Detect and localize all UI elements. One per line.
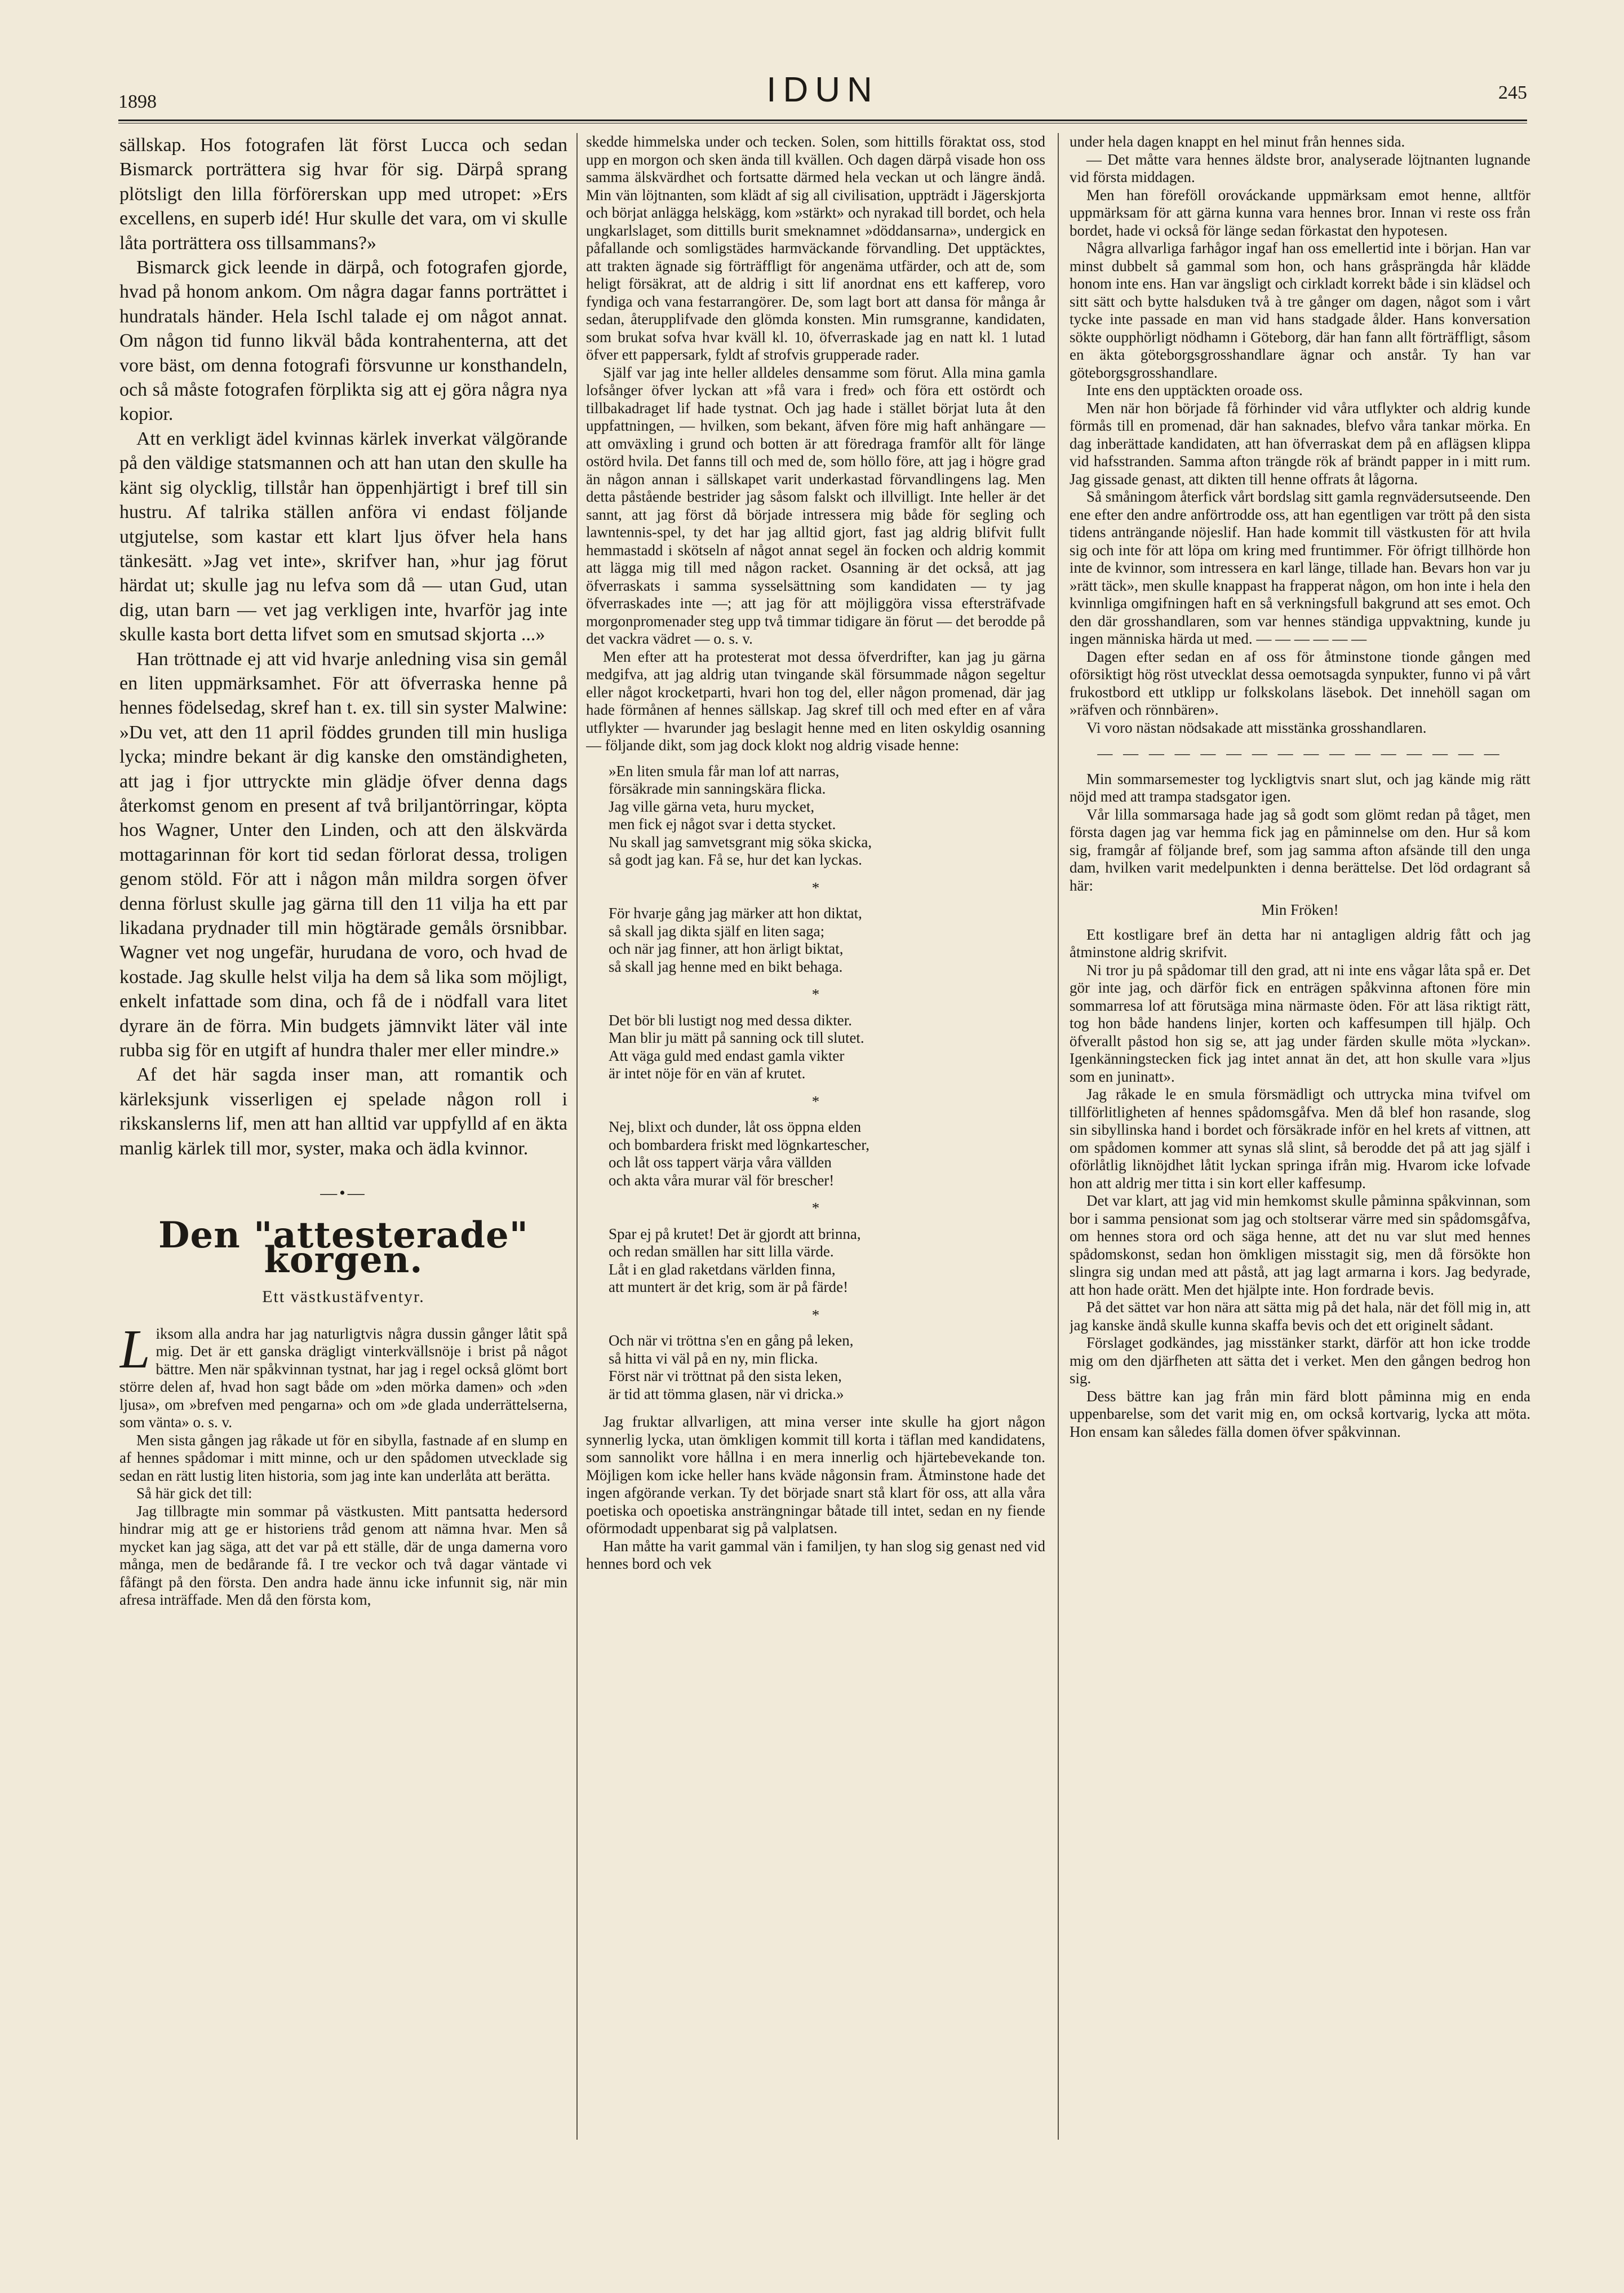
col2-paragraph: Han måtte ha varit gammal vän i familjen, ty han slog sig genast ned vid hennes bord och vek bbox=[586, 1537, 1045, 1572]
poem-line: så skall jag henne med en bikt behaga. bbox=[609, 958, 843, 975]
poem-line: och bombardera friskt med lögnkartescher, bbox=[609, 1136, 869, 1153]
column-2 bbox=[586, 133, 1045, 2151]
poem-line: »En liten smula får man lof att narras, bbox=[609, 762, 840, 780]
col3-paragraph: Ett kostligare bref än detta har ni antagligen aldrig fått och jag åtminstone aldrig skrifvit. bbox=[1070, 926, 1530, 960]
poem-line: så skall jag dikta själf en liten saga; bbox=[609, 922, 825, 940]
poem-stanza bbox=[609, 1012, 1045, 1083]
col3-paragraph: Men när hon började få förhinder vid våra utflykter och aldrig kunde förmås till en promenad, där han saknades, blefvo våra tankar mörka. En dag inberättade kandidaten, att han öfverraskat dem på en aflägsen klippa vid hafsstranden. Samma afton trängde rök af brändt papper in i mitt rum. Jag gissade genast, att dikten till henne offrats åt lågorna. bbox=[1070, 399, 1530, 488]
poem-line: är tid att tömma glasen, när vi dricka.» bbox=[609, 1385, 844, 1402]
page-number: 245 bbox=[1498, 82, 1527, 103]
col1-paragraph: Af det här sagda inser man, att romantik och kärleksjunk visserligen ej spelade någon roll i rikskanslerns lif, men att han alltid var uppfylld af en äkta manlig kärlek till mor, syster, maka och ädla kvinnor. bbox=[119, 1064, 567, 1159]
article-subtitle: Ett västkustäfventyr. bbox=[262, 1287, 425, 1307]
col3-paragraph: Min sommarsemester tog lyckligtvis snart slut, och jag kände mig rätt nöjd med att trampa stadsgator igen. bbox=[1070, 770, 1530, 805]
poem-line: Man blir ju mätt på sanning ock till slutet. bbox=[609, 1029, 864, 1046]
article-paragraph: Men sista gången jag råkade ut för en sibylla, fastnade af en slump en af hennes spådomar i mitt minne, och ur den spådomen utvecklade sig sedan en rätt lustig liten historia, som jag inte kan underlåta att berätta. bbox=[119, 1431, 567, 1484]
column-divider-1 bbox=[576, 133, 578, 2140]
poem-stanza bbox=[609, 763, 1045, 869]
col3-paragraph: Vi voro nästan nödsakade att misstänka grosshandlaren. bbox=[1086, 719, 1427, 736]
col3-paragraph: under hela dagen knappt en hel minut från hennes sida. bbox=[1070, 133, 1405, 150]
col2-paragraph: skedde himmelska under och tecken. Solen, som hittills föraktat oss, stod upp en morgon och sken ända till kvällen. Och dagen därpå visade hon oss samma älskvärdhet och fortsatte därmed hela veckan ut och längre ändå. Min vän löjtnanten, som klädt af sig all civilisation, uppträdt i Jägerskjorta och börjat anlägga helskägg, kom »stärkt» och nyrakad till bordet, och hela ungkarlslaget, som dittills burit smeknamnet »döddansarna», undergick en påfallande och somligstädes harmväckande förvandling. Det upptäcktes, att trakten ägnade sig förträffligt för angenäma utfärder, och att de, som heligt försäkrat, att de aldrig i sitt lif anordnat ens ett kafferep, voro fyndiga och vana festarrangörer. De, som lagt bort att dansa för många år sedan, återupplifvade den glömda konsten. Min rumsgranne, kandidaten, som brukat sofva hvar kväll kl. 10, öfverraskade jag en natt kl. 1 lutad öfver ett pappersark, fyldt af strofvis grupperade rader. bbox=[586, 133, 1045, 363]
page-header bbox=[118, 67, 1527, 117]
column-divider-2 bbox=[1058, 133, 1059, 2140]
col1-paragraph: Att en verkligt ädel kvinnas kärlek inverkat välgörande på den väldige statsmannen och att han utan den skulle ha känt sig olycklig, tillstår han öppenhjärtigt i bref till sin hustru. Af talrika ställen anföra vi endast följande utgjutelse, som kastar ett klart ljus öfver hela hans tänkesätt. »Jag vet inte», skrifver han, »hur jag förut härdat ut; skulle jag nu lefva som då — utan Gud, utan dig, utan barn — vet jag verkligen inte, hvarför jag inte skulle kasta bort detta lifvet som en smutsad skjorta ...» bbox=[119, 428, 567, 645]
col3-paragraph: Förslaget godkändes, jag misstänker starkt, därför att hon icke trodde mig om den djärfheten att sätta det i verket. Men den gången bedrog hon sig. bbox=[1070, 1334, 1530, 1387]
poem-line: Nej, blixt och dunder, låt oss öppna elden bbox=[609, 1118, 862, 1135]
poem-line: Spar ej på krutet! Det är gjordt att brinna, bbox=[609, 1225, 861, 1242]
stanza-separator: * bbox=[811, 1199, 820, 1216]
poem-line: Låt i en glad raketdans världen finna, bbox=[609, 1260, 836, 1278]
poem-line: och när jag finner, att hon ärligt biktat, bbox=[609, 940, 844, 957]
col1-paragraph: Han tröttnade ej att vid hvarje anledning visa sin gemål en liten uppmärksamhet. För att öfverraska henne på hennes födelsedag, skref han t. ex. till sin syster Malwine: »Du vet, att den 11 april föddes grunden till min husliga lycka; mindre bekant är dig kanske den omständigheten, att jag i fjor uttryckte min glädje öfver denna dags återkomst genom en present af två briljantörringar, köpta hos Wagner, Unter den Linden, och att den älskvärda mottagarinnan för kort tid sedan förlorat dessa, troligen genom stöld. För att i någon mån mildra sorgen öfver denna förlust skulle jag gärna till den 11 vilja ha ett par likadana prydnader till min högtärade gemåls örsnibbar. Wagner vet nog ungefär, hurudana de voro, och hvad de kostade. Jag skulle helst vilja ha dem så lika som möjligt, enkelt infattade som dina, och få de i nödfall vara litet dyrare än de förra. Min budgets jämnvikt läter väl inte rubba sig för en utgift af hundra thaler mer eller mindre.» bbox=[119, 648, 567, 1061]
col3-paragraph: — Det måtte vara hennes äldste bror, analyserade löjtnanten lugnande vid första middagen. bbox=[1070, 150, 1530, 185]
stanza-separator: * bbox=[811, 879, 820, 896]
poem-line: men fick ej något svar i detta stycket. bbox=[609, 816, 836, 833]
col2-paragraph: Jag fruktar allvarligen, att mina verser inte skulle ha gjort någon synnerlig lycka, utan ömkligen kommit till korta i täflan med kandidatens, som sannolikt vore hållna i en mera innerlig och hjärtebevekande ton. Möjligen kom icke heller hans kväde någonsin fram. Åtminstone hade det ingen afgörande verkan. Ty det började snart stå klart för oss, att alla våra poetiska och opoetiska ansträngningar båtade till intet, sedan en ny fiende oförmodadt uppenbarat sig på valplatsen. bbox=[586, 1413, 1045, 1537]
col2-paragraph: Själf var jag inte heller alldeles densamme som förut. Alla mina gamla lofsånger öfver lyckan att »få vara i fred» och föra ett ostördt och tillbakadraget lif hade tystnat. Och jag hade i stället börjat luta åt den uppfattningen, — hvilken, som bekant, äfven före mig haft anhängare — att omväxling i grund och botten är att föredraga framför allt för länge ostörd hvila. Det fanns till och med de, som höllo före, att jag i högre grad än någon annan i sällskapet varit underkastad förvandlingens lag. Men detta påstående bestrider jag såsom falskt och illvilligt. Inte heller är det sannt, att jag först då började intressera mig både för segling och lawntennis-spel, ty det har jag alltid gjort, fast jag aldrig blifvit fullt hemmastadd i skötseln af något annat segel än focken och aldrig kommit att lägga mig till med någon racket. Osanning är det också, att jag öfverraskats i samma sysselsättning som kandidaten — ty jag öfverraskades inte —; att jag för att möjliggöra vissa eftersträfvade morgonpromenader steg upp två timmar tidigare än förut — det berodde på det vackra vädret — o. s. v. bbox=[586, 364, 1045, 647]
poem-line: och redan smällen har sitt lilla värde. bbox=[609, 1243, 834, 1260]
header-rule bbox=[118, 119, 1527, 121]
poem bbox=[609, 763, 1045, 1404]
col3-paragraph: Det var klart, att jag vid min hemkomst skulle påminna spåkvinnan, som bor i samma pensionat som jag och stoltserar värre med sin spådomsgåfva, om hennes stora ord och säga henne, att det nu var slut med hennes spådomskonst, sedan hon ömkligen misstagit sig, men då försökte hon slingra sig undan med att påstå, att jag lagt armarna i kors. Jag bedyrade, att hon hade orätt. Men det hjälpte inte. Hon fordrade bevis. bbox=[1070, 1192, 1530, 1298]
poem-line: och akta våra murar väl för brescher! bbox=[609, 1171, 835, 1189]
poem-line: så godt jag kan. Få se, hur det kan lyckas. bbox=[609, 851, 862, 868]
article-paragraph: Jag tillbragte min sommar på västkusten. Mitt pantsatta hedersord hindrar mig att ge er historiens tråd genom att nämna hvar. Men så mycket kan jag säga, att det var på ett ställe, där de unga damerna voro många, men de bedårande få. I tre veckor och två dagar väntade vi fåfängt på den första. Den andra hade ännu icke infunnit sig, när min afresa inträffade. Men då den första kom, bbox=[119, 1502, 567, 1609]
poem-stanza bbox=[609, 1118, 1045, 1189]
article-paragraph: iksom alla andra har jag naturligtvis några dussin gånger låtit spå mig. Det är ett ganska drägligt vinterkvällsnöje i brist på något bättre. Men när spåkvinnan tystnat, har jag i regel också glömt bort större delen af, hvad hon sagt både om »den mörka damen» och »den ljusa», om »brefven med pengarna» och om »de glada underrättelserna, som vänta» o. s. v. bbox=[119, 1325, 567, 1431]
poem-line: att muntert är det krig, som är på färde! bbox=[609, 1278, 849, 1295]
poem-line: försäkrade min sanningskära flicka. bbox=[609, 780, 826, 797]
poem-line: För hvarje gång jag märker att hon diktat, bbox=[609, 905, 862, 922]
poem-line: Nu skall jag samvetsgrant mig söka skicka, bbox=[609, 833, 872, 851]
col3-paragraph: Dagen efter sedan en af oss för åtminstone tionde gången med oförsiktigt hög röst utvecklat dessa oemotsagda synpukter, funno vi på vårt frukostbord ett utklipp ur folkskolans läsebok. Det innehöll sagan om »räfven och rönnbären». bbox=[1070, 648, 1530, 718]
poem-line: så hitta vi väl på en ny, min flicka. bbox=[609, 1349, 818, 1367]
poem-line: Först när vi tröttnat på den sista leken, bbox=[609, 1367, 842, 1384]
stanza-separator: * bbox=[811, 1306, 820, 1323]
poem-line: och låt oss tappert värja våra vällden bbox=[609, 1154, 832, 1171]
section-ornament: —•— bbox=[320, 1184, 367, 1203]
poem-stanza bbox=[609, 1225, 1045, 1296]
masthead-title: IDUN bbox=[766, 70, 879, 109]
stanza-separator: * bbox=[811, 986, 820, 1003]
col3-paragraph: Några allvarliga farhågor ingaf han oss emellertid inte i början. Han var minst dubbelt så gammal som hon, och hans gråsprängda hår klädde honom inte ens. Han var ängsligt och cirkladt korrekt både i sin klädsel och sitt sätt och bytte halsduken två à tre gånger om dagen, något som i vårt tycke inte passade en man vid hans stadgade ålder. Hans konversation sökte oupphörligt nödhamn i Göteborg, där han fann allt förträffligt, såsom en äkta göteborgsgrosshandlare ägnar och anstår. Ty han var göteborgsgrosshandlare. bbox=[1070, 240, 1530, 381]
poem-stanza bbox=[609, 1332, 1045, 1403]
col3-paragraph: Inte ens den upptäckten oroade oss. bbox=[1086, 382, 1303, 399]
col2-paragraph: Men efter att ha protesterat mot dessa öfverdrifter, kan jag ju gärna medgifva, att jag aldrig utan tvingande skäl försummade någon segeltur eller något krocketparti, hvari hon tog del, eller någon promenad, där jag hade förmånen af hennes sällskap. Jag skref till och med efter en af våra utflykter — hvarunder jag beslagit henne med en liten oskyldig osanning — följande dikt, som jag dock klokt nog aldrig visade henne: bbox=[586, 648, 1045, 754]
article-paragraph: Så här gick det till: bbox=[136, 1485, 252, 1502]
col3-paragraph: Men han föreföll orováckande uppmärksam emot henne, alltför uppmärksam för att gärna kunna vara hennes bror. Innan vi reste oss från bordet, hade vi också för länge sedan förkastat den hypotesen. bbox=[1070, 186, 1530, 239]
col3-paragraph: Jag råkade le en smula försmädligt och uttrycka mina tvifvel om tillförlitligheten af hennes spådomsgåfva. Men då blef hon rasande, slog sin sibyllinska hand i bordet och försäkrade inför en hel krets af vittnen, att om spådomen kommer att synas slå slint, så berodde det på att jag själf i oförlåtlig liknöjdhet låtit lyckan springa ifrån mig. Hvarom icke lofvade hon att aldrig mer titta i sin kort eller kaffesump. bbox=[1070, 1086, 1530, 1192]
column-1 bbox=[119, 133, 567, 2151]
letter-salutation: Min Fröken! bbox=[1261, 901, 1339, 918]
column-3 bbox=[1070, 133, 1530, 2151]
poem-line: är intet nöje för en vän af krutet. bbox=[609, 1065, 806, 1082]
col3-paragraph: Ni tror ju på spådomar till den grad, att ni inte ens vågar låta spå er. Det gör inte jag, och därför fick en enträgen spåkvinna aftonen före min sommarresa lof att förutsäga mina närmaste öden. För att läsa riktigt rätt, tog hon både handens linjer, korten och kaffesumpen till hjälp. Och öfverallt påstod hon sig se, att jag under färden skulle möta »lyckan». Igenkänningstecken fick jag intet annat än det, att hon skulle vara »ljus som en juninatt». bbox=[1070, 961, 1530, 1085]
col3-paragraph: Dess bättre kan jag från min färd blott påminna mig en enda uppenbarelse, som det varit mig en, om också kortvarig, lycka att möta. Hon ensam kan således fälla domen öfver spåkvinnan. bbox=[1070, 1387, 1530, 1440]
drop-cap: L bbox=[119, 1318, 150, 1380]
col1-paragraph: Bismarck gick leende in därpå, och fotografen gjorde, hvad på honom ankom. Om några dagar fanns porträttet i hundratals händer. Hela Ischl talade ej om något annat. Om någon tid funno likväl båda kontrahenterna, att det vore bäst, om denna fotografi försvunne ur konsthandeln, och så måste fotografen förplikta sig att ej göra några nya kopior. bbox=[119, 257, 567, 425]
col3-paragraph: Så småningom återfick vårt bordslag sitt gamla regnvädersutseende. Den ene efter den andre anförtrodde oss, att han egentligen var trött på den sista tidens anträngande nöjeslif. Han hade kommit till västkusten för att hvila sig och inte för att löpa om kring med fruntimmer. För öfrigt tillhörde hon inte de kvinnor, som intressera en karl länge, tillade han. Bevars hon var ju »rätt täck», men skulle knappast ha frapperat någon, om hon inte i hela den kvinnliga omgifningen haft en så verkningsfull bakgrund att ses emot. Och den där grosshandlaren, som var hennes ständiga uppvaktning, kunde ju ingen människa härda ut med. — — — — — — bbox=[1070, 488, 1530, 647]
stanza-separator: * bbox=[811, 1092, 820, 1110]
article-body bbox=[119, 1318, 567, 1609]
col3-paragraph: Vår lilla sommarsaga hade jag så godt som glömt redan på tåget, men första dagen jag var hemma fick jag en påminnelse om den. Hur så kom sig, framgår af följande bref, som jag samma afton afsände till den unga dam, hvilken varit medelpunkten i denna berättelse. Det löd ordagrant så här: bbox=[1070, 805, 1530, 894]
poem-stanza bbox=[609, 905, 1045, 976]
header-year: 1898 bbox=[118, 91, 157, 112]
poem-line: Jag ville gärna veta, huru mycket, bbox=[609, 798, 815, 815]
poem-line: Att väga guld med endast gamla vikter bbox=[609, 1047, 845, 1064]
poem-line: Det bör bli lustigt nog med dessa dikter. bbox=[609, 1011, 852, 1029]
col1-paragraph: sällskap. Hos fotografen lät först Lucca och sedan Bismarck porträttera sig hvar för sig. Därpå sprang plötsligt den lilla förförerskan upp med utropet: »Ers excellens, en superb idé! Hur skulle det vara, om vi skulle låta porträttera oss tillsammans?» bbox=[119, 135, 567, 254]
poem-line: Och när vi tröttna s'en en gång på leken, bbox=[609, 1332, 854, 1349]
col3-paragraph: På det sättet var hon nära att sätta mig på det hala, när det föll mig in, att jag kanske ändå skulle kunna skaffa bevis och det ett originelt sådant. bbox=[1070, 1299, 1530, 1334]
article-title: Den "attesterade" korgen. bbox=[158, 1214, 529, 1281]
section-dash-separator: — — — — — — — — — — — — — — — — bbox=[1097, 745, 1503, 762]
